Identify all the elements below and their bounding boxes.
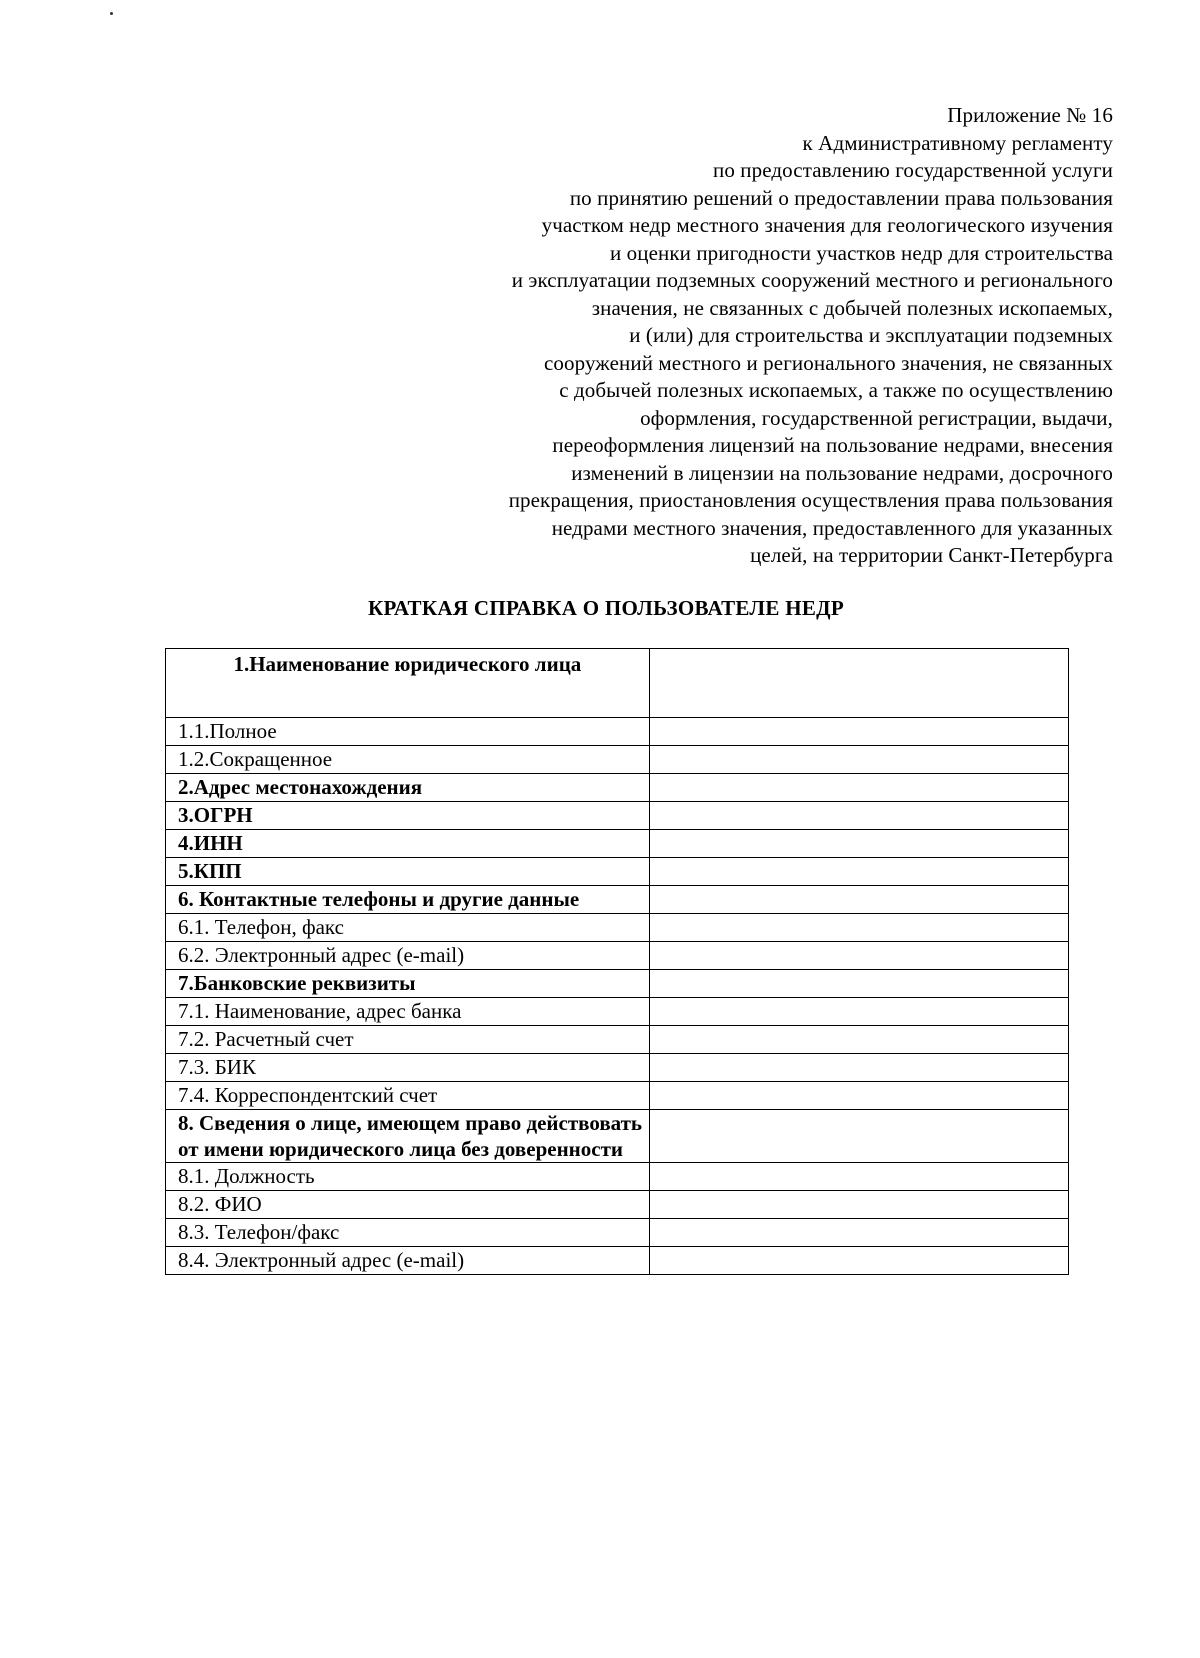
table-row [166, 942, 1069, 970]
field-value[interactable] [649, 970, 1068, 998]
field-label: 6.2. Электронный адрес (e-mail) [166, 942, 650, 970]
appendix-line: и оценки пригодности участков недр для строительства [609, 240, 1113, 265]
field-value[interactable] [649, 858, 1068, 886]
table-row [166, 1163, 1069, 1191]
field-label: 8.4. Электронный адрес (e-mail) [166, 1247, 650, 1275]
appendix-line: значения, не связанных с добычей полезных ископаемых, [591, 295, 1113, 320]
appendix-line: сооружений местного и регионального значения, не связанных [544, 350, 1113, 375]
field-value[interactable] [649, 718, 1068, 746]
field-value[interactable] [649, 830, 1068, 858]
field-label: 2.Адрес местонахождения [166, 774, 650, 802]
appendix-line: целей, на территории Санкт-Петербурга [750, 543, 1113, 567]
field-label: 4.ИНН [166, 830, 650, 858]
user-info-table [165, 648, 1069, 1275]
field-label: 8. Сведения о лице, имеющем право действовать от имени юридического лица без доверенности [166, 1110, 650, 1163]
table-row [166, 718, 1069, 746]
table-row [166, 886, 1069, 914]
table-row [166, 1247, 1069, 1275]
table-row [166, 1082, 1069, 1110]
appendix-line: изменений в лицензии на пользование недрами, досрочного [571, 460, 1113, 485]
table-row [166, 1026, 1069, 1054]
appendix-line: прекращения, приостановления осуществления права пользования [508, 488, 1113, 512]
field-label: 5.КПП [166, 858, 650, 886]
table-row [166, 1054, 1069, 1082]
field-value[interactable] [649, 886, 1068, 914]
field-value[interactable] [649, 1026, 1068, 1054]
field-label: 7.2. Расчетный счет [166, 1026, 650, 1054]
field-value[interactable] [649, 914, 1068, 942]
appendix-header [393, 102, 1113, 570]
scan-artifact-dot [110, 12, 113, 15]
appendix-line: оформления, государственной регистрации, выдачи, [640, 405, 1113, 430]
field-value[interactable] [649, 1219, 1068, 1247]
appendix-line: с добычей полезных ископаемых, а также по осуществлению [559, 378, 1113, 402]
field-value[interactable] [649, 649, 1068, 718]
table-row [166, 1219, 1069, 1247]
field-label: 8.2. ФИО [166, 1191, 650, 1219]
field-label: 6. Контактные телефоны и другие данные [166, 886, 650, 914]
table-row [166, 830, 1069, 858]
field-label: 8.3. Телефон/факс [166, 1219, 650, 1247]
field-value[interactable] [649, 1082, 1068, 1110]
appendix-line: по принятию решений о предоставлении права пользования [569, 185, 1113, 210]
field-value[interactable] [649, 998, 1068, 1026]
appendix-line: и (или) для строительства и эксплуатации подземных [629, 323, 1113, 347]
table-row [166, 998, 1069, 1026]
table-row [166, 802, 1069, 830]
appendix-line: Приложение № 16 [947, 103, 1113, 127]
field-value[interactable] [649, 942, 1068, 970]
field-value[interactable] [649, 774, 1068, 802]
field-label: 8.1. Должность [166, 1163, 650, 1191]
field-label: 6.1. Телефон, факс [166, 914, 650, 942]
field-value[interactable] [649, 1247, 1068, 1275]
document-title: КРАТКАЯ СПРАВКА О ПОЛЬЗОВАТЕЛЕ НЕДР [367, 596, 845, 620]
table-row [166, 649, 1069, 718]
appendix-line: участком недр местного значения для геологического изучения [541, 213, 1113, 237]
field-value[interactable] [649, 746, 1068, 774]
field-label: 7.Банковские реквизиты [166, 970, 650, 998]
table-row [166, 1191, 1069, 1219]
field-value[interactable] [649, 1110, 1068, 1163]
appendix-line: переоформления лицензий на пользование недрами, внесения [552, 433, 1113, 457]
table-row [166, 858, 1069, 886]
field-label: 1.2.Сокращенное [166, 746, 650, 774]
table-row [166, 746, 1069, 774]
table-row [166, 970, 1069, 998]
field-label: 3.ОГРН [166, 802, 650, 830]
field-value[interactable] [649, 1163, 1068, 1191]
field-label: 7.1. Наименование, адрес банка [166, 998, 650, 1026]
appendix-line: к Административному регламенту [802, 130, 1113, 155]
table-row [166, 774, 1069, 802]
field-label: 7.4. Корреспондентский счет [166, 1082, 650, 1110]
appendix-line: по предоставлению государственной услуги [713, 158, 1113, 182]
field-label: 1.Наименование юридического лица [166, 649, 650, 718]
field-value[interactable] [649, 1054, 1068, 1082]
table-row [166, 914, 1069, 942]
table-row [166, 1110, 1069, 1163]
appendix-line: и эксплуатации подземных сооружений местного и регионального [511, 268, 1113, 292]
field-label: 1.1.Полное [166, 718, 650, 746]
field-label: 7.3. БИК [166, 1054, 650, 1082]
field-value[interactable] [649, 1191, 1068, 1219]
appendix-line: недрами местного значения, предоставленного для указанных [551, 515, 1113, 540]
field-value[interactable] [649, 802, 1068, 830]
